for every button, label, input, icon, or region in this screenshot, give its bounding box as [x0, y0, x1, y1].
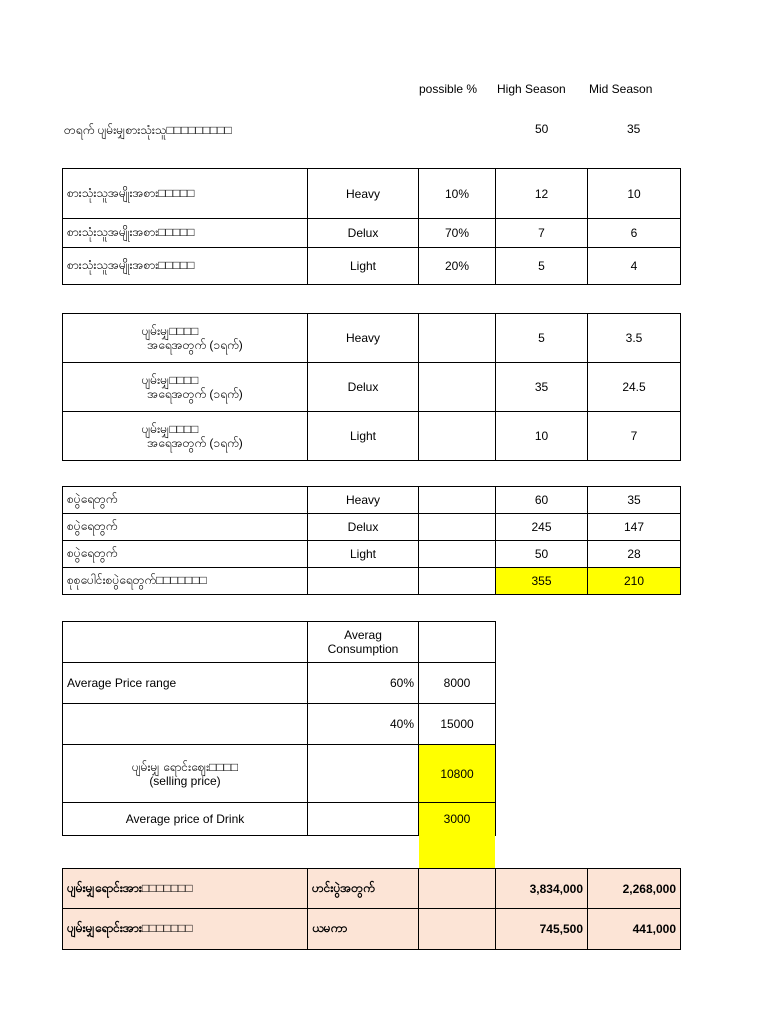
average-count-table	[62, 313, 681, 461]
highlight-cell	[419, 835, 495, 868]
price-range-label: Average Price range	[63, 663, 308, 704]
selling-price-label	[63, 745, 308, 803]
type-label: စားသုံးသူအမျိုးအစား□□□□□	[63, 248, 308, 285]
header-high-season: High Season	[497, 82, 566, 96]
type-high: 7	[496, 219, 588, 248]
count-type: Heavy	[308, 487, 419, 514]
table-row	[63, 363, 681, 412]
table-row	[63, 869, 681, 909]
type-pct: 20%	[419, 248, 496, 285]
count-label: စပွဲရေတွက်	[63, 514, 308, 541]
table-row	[63, 169, 681, 219]
avg-high: 10	[496, 412, 588, 461]
table-row	[63, 803, 496, 836]
avg-label-line1: ပျမ်းမျှ□□□□	[141, 324, 199, 338]
avg-label	[63, 314, 308, 363]
table-row	[63, 745, 496, 803]
intro-high: 50	[535, 122, 549, 136]
count-label: စပွဲရေတွက်	[63, 487, 308, 514]
type-name: Light	[308, 248, 419, 285]
table-row	[63, 541, 681, 568]
price-empty	[419, 622, 496, 663]
type-name: Heavy	[308, 169, 419, 219]
avg-high: 5	[496, 314, 588, 363]
avg-mid: 7	[588, 412, 681, 461]
count-empty	[419, 541, 496, 568]
avg-type: Light	[308, 412, 419, 461]
summary-high: 3,834,000	[496, 869, 588, 909]
summary-table	[62, 868, 681, 950]
intro-mid: 35	[627, 122, 641, 136]
summary-mid: 441,000	[588, 909, 681, 950]
type-mid: 4	[588, 248, 681, 285]
selling-price-value: 10800	[419, 745, 496, 803]
count-total-mid: 210	[588, 568, 681, 595]
count-total-label: စုစုပေါင်းစပွဲရေတွက်□□□□□□□	[63, 568, 308, 595]
summary-empty	[419, 869, 496, 909]
summary-type: ဟင်းပွဲအတွက်	[308, 869, 419, 909]
avg-empty	[419, 363, 496, 412]
count-empty	[419, 514, 496, 541]
summary-label: ပျမ်းမျှရောင်းအား□□□□□□□	[63, 869, 308, 909]
count-total-high: 355	[496, 568, 588, 595]
count-label: စပွဲရေတွက်	[63, 541, 308, 568]
price-empty	[308, 803, 419, 836]
avg-type: Heavy	[308, 314, 419, 363]
avg-label-line2: အရေအတွက် (၁ရက်)	[147, 436, 243, 450]
intro-label: တရက် ပျမ်းမျှစားသုံးသူ□□□□□□□□□	[64, 123, 232, 137]
avg-label-line1: ပျမ်းမျှ□□□□	[141, 422, 199, 436]
avg-label	[63, 363, 308, 412]
avg-mid: 24.5	[588, 363, 681, 412]
table-row	[63, 909, 681, 950]
type-high: 5	[496, 248, 588, 285]
table-row	[63, 412, 681, 461]
type-mid: 6	[588, 219, 681, 248]
selling-line1: ပျမ်းမျှ ရောင်းဈေး□□□□	[131, 759, 239, 774]
customer-type-table	[62, 168, 681, 285]
avg-empty	[419, 314, 496, 363]
table-row	[63, 663, 496, 704]
type-high: 12	[496, 169, 588, 219]
price-table	[62, 621, 496, 836]
drink-price-label: Average price of Drink	[63, 803, 308, 836]
summary-type: ယမကာ	[308, 909, 419, 950]
table-row	[63, 622, 496, 663]
header-mid-season: Mid Season	[589, 82, 653, 96]
table-row	[63, 514, 681, 541]
table-count-table	[62, 486, 681, 595]
summary-empty	[419, 909, 496, 950]
table-row	[63, 314, 681, 363]
selling-line2: (selling price)	[149, 773, 221, 788]
price-empty	[63, 704, 308, 745]
price-pct-1: 60%	[308, 663, 419, 704]
avg-mid: 3.5	[588, 314, 681, 363]
summary-mid: 2,268,000	[588, 869, 681, 909]
count-mid: 28	[588, 541, 681, 568]
type-name: Delux	[308, 219, 419, 248]
count-high: 50	[496, 541, 588, 568]
type-pct: 70%	[419, 219, 496, 248]
count-high: 245	[496, 514, 588, 541]
table-row	[63, 219, 681, 248]
price-value-2: 15000	[419, 704, 496, 745]
type-label: စားသုံးသူအမျိုးအစား□□□□□	[63, 169, 308, 219]
header-possible: possible %	[419, 82, 478, 96]
count-type: Delux	[308, 514, 419, 541]
avg-high: 35	[496, 363, 588, 412]
avg-label-line1: ပျမ်းမျှ□□□□	[141, 373, 199, 387]
drink-price-value: 3000	[419, 803, 496, 836]
count-mid: 147	[588, 514, 681, 541]
type-label: စားသုံးသူအမျိုးအစား□□□□□	[63, 219, 308, 248]
table-row	[63, 704, 496, 745]
price-empty	[308, 745, 419, 803]
table-row-total	[63, 568, 681, 595]
avg-label-line2: အရေအတွက် (၁ရက်)	[147, 338, 243, 352]
avg-empty	[419, 412, 496, 461]
count-empty	[419, 487, 496, 514]
price-empty	[63, 622, 308, 663]
count-high: 60	[496, 487, 588, 514]
count-type: Light	[308, 541, 419, 568]
price-value-1: 8000	[419, 663, 496, 704]
avg-label-line2: အရေအတွက် (၁ရက်)	[147, 387, 243, 401]
summary-label: ပျမ်းမျှရောင်းအား□□□□□□□	[63, 909, 308, 950]
count-empty	[419, 568, 496, 595]
avg-type: Delux	[308, 363, 419, 412]
price-consumption-header: Averag Consumption	[308, 622, 419, 663]
count-mid: 35	[588, 487, 681, 514]
type-mid: 10	[588, 169, 681, 219]
table-row	[63, 248, 681, 285]
price-pct-2: 40%	[308, 704, 419, 745]
type-pct: 10%	[419, 169, 496, 219]
summary-high: 745,500	[496, 909, 588, 950]
count-empty	[308, 568, 419, 595]
avg-label	[63, 412, 308, 461]
table-row	[63, 487, 681, 514]
